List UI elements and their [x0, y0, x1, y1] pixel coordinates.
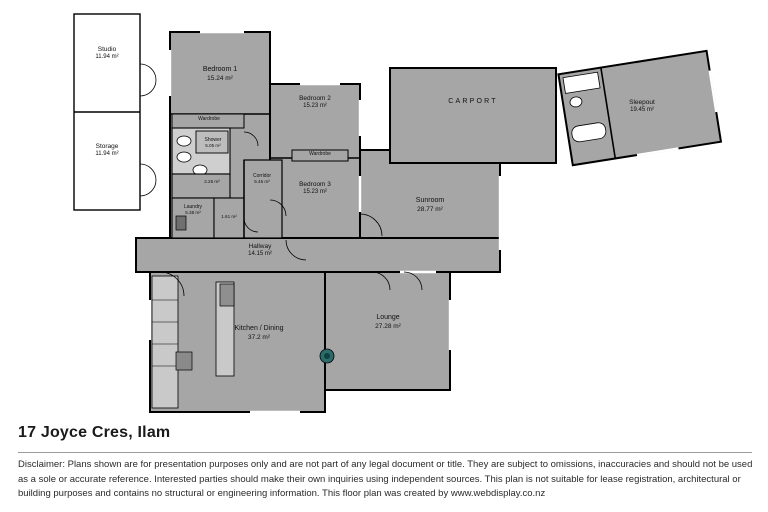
- room-name: Hallway: [248, 243, 272, 250]
- room-area: 37.2 m²: [247, 333, 271, 341]
- room-area: 15.23 m²: [303, 103, 327, 110]
- disclaimer-text: Disclaimer: Plans shown are for presentation purposes only and are not part of any legal document or title. They are subject to omissions, inaccuracies and should not be used as a sole or accurate reference. Interested parties should make their own inquiries using independent sources. This plan is not suitable for lease registration, architectural or building purposes and contains no structural or engineering information. This floor plan was created by www.webdisplay.co.nz: [18, 459, 753, 500]
- room-area: 11.94 m²: [95, 151, 119, 158]
- room-area: 1.61 m²: [221, 214, 237, 219]
- room-name: Bedroom 3: [299, 181, 331, 188]
- sleepout-building: [558, 51, 721, 165]
- room-name: Laundry: [183, 204, 203, 210]
- room-area: 5.45 m²: [254, 179, 270, 185]
- outbuilding-studio-storage: [74, 14, 156, 210]
- room-area: 14.15 m²: [248, 251, 272, 258]
- room-area: 27.28 m²: [375, 322, 401, 330]
- room-name: CARPORT: [448, 98, 498, 105]
- room-area: 15.23 m²: [303, 189, 327, 196]
- room-name: Studio: [97, 46, 117, 53]
- room-name: Wardrobe: [198, 116, 220, 122]
- divider: [18, 452, 752, 453]
- room-name: Shower: [204, 137, 222, 143]
- room-area: 2.26 m²: [204, 179, 220, 184]
- room-area: 15.24 m²: [207, 74, 233, 82]
- room-name: Corridor: [252, 173, 272, 179]
- room-name: Storage: [95, 143, 119, 150]
- room-name: Bedroom 2: [299, 95, 331, 102]
- room-area: 5.38 m²: [185, 210, 201, 216]
- room-name: Kitchen / Dining: [234, 325, 284, 332]
- room-area: 19.45 m²: [630, 107, 654, 114]
- room-area: 28.77 m²: [417, 205, 443, 213]
- room-area: 5.05 m²: [205, 143, 221, 149]
- room-area: 11.94 m²: [95, 54, 119, 61]
- room-name: Wardrobe: [309, 151, 331, 157]
- room-name: Bedroom 1: [202, 66, 238, 73]
- page-title: 17 Joyce Cres, Ilam: [18, 424, 171, 441]
- room-name: Lounge: [376, 314, 400, 321]
- room-name: Sunroom: [415, 197, 445, 204]
- room-name: Sleepout: [629, 99, 655, 106]
